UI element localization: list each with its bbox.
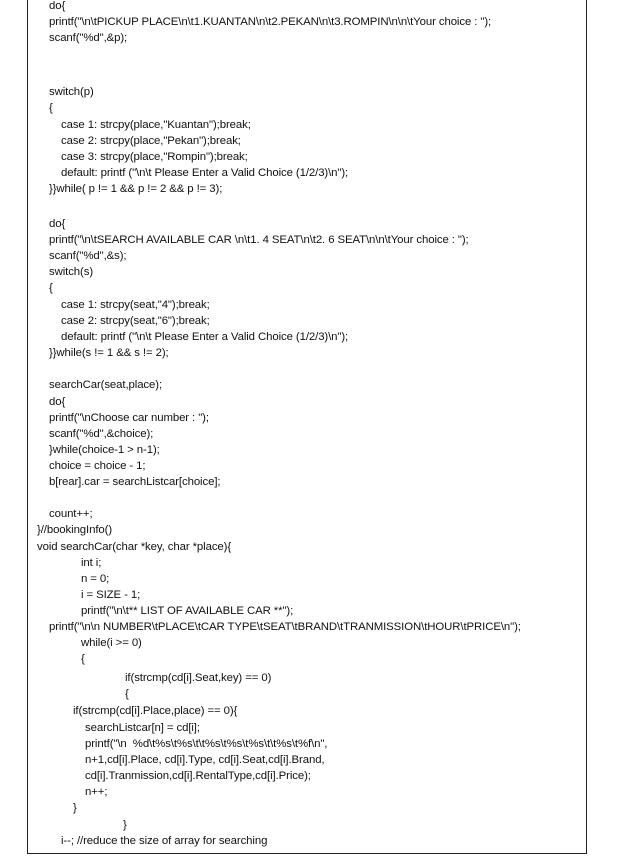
code-line: void searchCar(char *key, char *place){ bbox=[37, 541, 232, 553]
code-line: count++; bbox=[49, 508, 93, 520]
code-line: n++; bbox=[85, 786, 108, 798]
code-line: printf("\nChoose car number : "); bbox=[49, 412, 209, 424]
code-line: n = 0; bbox=[81, 573, 110, 585]
code-line: searchCar(seat,place); bbox=[49, 379, 163, 391]
code-line: scanf("%d",&s); bbox=[49, 250, 127, 262]
code-line: } bbox=[123, 819, 127, 831]
code-line: if(strcmp(cd[i].Place,place) == 0){ bbox=[73, 705, 238, 717]
code-line: b[rear].car = searchListcar[choice]; bbox=[49, 476, 221, 488]
code-line: do{ bbox=[49, 396, 66, 408]
code-line: case 2: strcpy(place,"Pekan");break; bbox=[61, 135, 241, 147]
code-line: cd[i].Tranmission,cd[i].RentalType,cd[i].Price); bbox=[85, 770, 311, 782]
code-line: while(i >= 0) bbox=[81, 637, 142, 649]
code-line: }while(choice-1 > n-1); bbox=[49, 444, 160, 456]
code-line: }//bookingInfo() bbox=[37, 524, 113, 536]
code-document-frame bbox=[27, 0, 587, 854]
code-line: default: printf ("\n\t Please Enter a Valid Choice (1/2/3)\n"); bbox=[61, 167, 349, 179]
code-line: searchListcar[n] = cd[i]; bbox=[85, 722, 200, 734]
code-line: i--; //reduce the size of array for searching bbox=[61, 835, 268, 847]
code-line: }}while(s != 1 && s != 2); bbox=[49, 347, 169, 359]
code-line: switch(s) bbox=[49, 266, 94, 278]
code-line: } bbox=[73, 802, 77, 814]
code-line: case 3: strcpy(place,"Rompin");break; bbox=[61, 151, 248, 163]
code-line: choice = choice - 1; bbox=[49, 460, 146, 472]
code-line: switch(p) bbox=[49, 86, 94, 98]
code-line: { bbox=[81, 653, 85, 665]
code-line: i = SIZE - 1; bbox=[81, 589, 141, 601]
code-line: { bbox=[49, 282, 53, 294]
code-line: scanf("%d",&p); bbox=[49, 32, 128, 44]
code-line: printf("\n\tSEARCH AVAILABLE CAR \n\t1. 4 SEAT\n\t2. 6 SEAT\n\n\tYour choice : "); bbox=[49, 234, 469, 246]
code-line: scanf("%d",&choice); bbox=[49, 428, 154, 440]
code-line: do{ bbox=[49, 218, 66, 230]
code-line: { bbox=[49, 102, 53, 114]
code-line: { bbox=[125, 688, 129, 700]
code-line: if(strcmp(cd[i].Seat,key) == 0) bbox=[125, 672, 272, 684]
code-line: case 2: strcpy(seat,"6");break; bbox=[61, 315, 210, 327]
code-listing bbox=[28, 0, 586, 853]
code-line: }}while( p != 1 && p != 2 && p != 3); bbox=[49, 183, 223, 195]
code-line: default: printf ("\n\t Please Enter a Valid Choice (1/2/3)\n"); bbox=[61, 331, 349, 343]
code-line: printf("\n\t** LIST OF AVAILABLE CAR **"); bbox=[81, 605, 294, 617]
code-line: int i; bbox=[81, 557, 102, 569]
code-line: case 1: strcpy(place,"Kuantan");break; bbox=[61, 119, 251, 131]
code-line: do{ bbox=[49, 0, 66, 12]
code-line: printf("\n\tPICKUP PLACE\n\t1.KUANTAN\n\t2.PEKAN\n\t3.ROMPIN\n\n\tYour choice : "); bbox=[49, 16, 492, 28]
code-line: case 1: strcpy(seat,"4");break; bbox=[61, 299, 210, 311]
code-line: printf("\n %d\t%s\t%s\t\t%s\t%s\t%s\t\t%s\t%f\n", bbox=[85, 738, 328, 750]
code-line: n+1,cd[i].Place, cd[i].Type, cd[i].Seat,cd[i].Brand, bbox=[85, 754, 325, 766]
code-line: printf("\n\n NUMBER\tPLACE\tCAR TYPE\tSEAT\tBRAND\tTRANMISSION\tHOUR\tPRICE\n"); bbox=[49, 621, 521, 633]
